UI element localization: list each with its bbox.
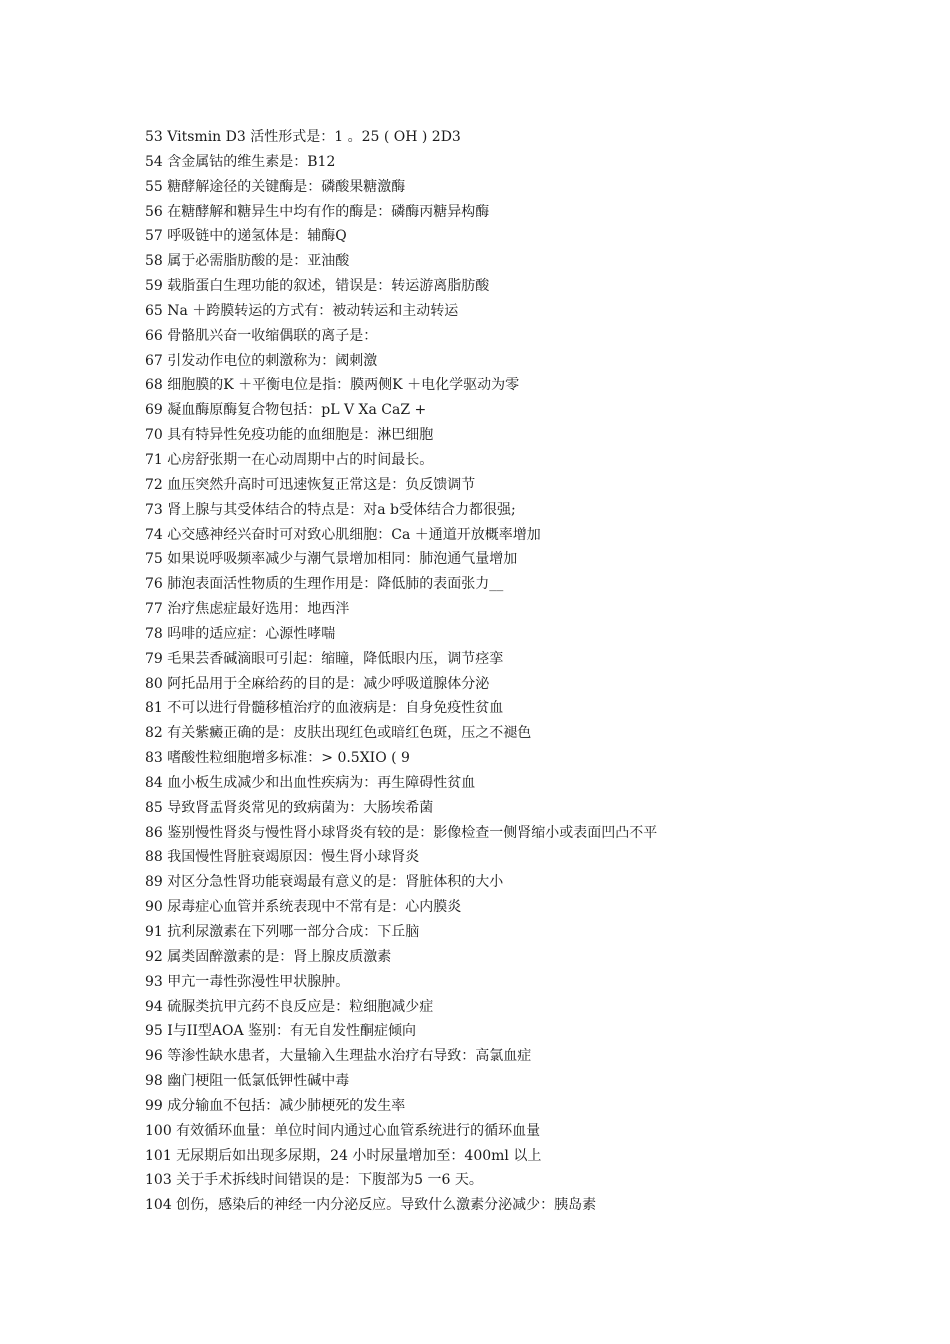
text-line: 92 属类固醉激素的是：肾上腺皮质激素 <box>145 948 392 965</box>
text-line: 69 凝血酶原酶复合物包括：pL V Xa CaZ + <box>145 402 427 419</box>
text-line: 76 肺泡表面活性物质的生理作用是：降低肺的表面张力__ <box>145 576 504 593</box>
text-line: 66 骨骼肌兴奋一收缩偶联的离子是： <box>145 327 378 344</box>
text-line: 104 创伤，感染后的神经一内分泌反应。导致什么激素分泌减少：胰岛素 <box>145 1197 597 1214</box>
text-line: 83 嗜酸性粒细胞增多标准：> 0.5XIO ( 9 <box>145 750 410 767</box>
text-line: 72 血压突然升高时可迅速恢复正常这是：负反馈调节 <box>145 476 476 493</box>
text-lines <box>145 125 925 1218</box>
text-line: 59 载脂蛋白生理功能的叙述，错误是：转运游离脂肪酸 <box>145 278 490 295</box>
text-line: 81 不可以进行骨髓移植治疗的血液病是：自身免疫性贫血 <box>145 700 504 717</box>
text-line: 91 抗利尿激素在下列哪一部分合成：下丘脑 <box>145 924 420 940</box>
text-line: 55 糖酵解途径的关键酶是：磷酸果糖激酶 <box>145 178 406 195</box>
text-line: 67 引发动作电位的刺激称为：阈刺激 <box>145 352 378 369</box>
text-line: 88 我国慢性肾脏衰竭原因：慢生肾小球肾炎 <box>145 849 420 866</box>
text-line: 71 心房舒张期一在心动周期中占的时间最长。 <box>145 451 434 468</box>
text-line: 100 有效循环血量：单位时间内通过心血管系统进行的循环血量 <box>145 1122 541 1139</box>
text-line: 84 血小板生成减少和出血性疾病为：再生障碍性贫血 <box>145 774 476 791</box>
text-line: 74 心交感神经兴奋时可对致心肌细胞：Ca ＋通道开放概率增加 <box>145 526 541 543</box>
text-line: 56 在糖酵解和糖异生中均有作的酶是：磷酶丙糖异构酶 <box>145 203 490 220</box>
text-line: 98 幽门梗阻一低氯低钾性碱中毒 <box>145 1073 350 1090</box>
text-line: 65 Na ＋跨膜转运的方式有：被动转运和主动转运 <box>145 302 459 319</box>
text-line: 54 含金属钴的维生素是：B12 <box>145 153 336 170</box>
text-line: 70 具有特异性免疫功能的血细胞是：淋巴细胞 <box>145 427 434 444</box>
text-line: 80 阿托品用于全麻给药的目的是：减少呼吸道腺体分泌 <box>145 675 490 692</box>
text-line: 75 如果说呼吸频率减少与潮气景增加相同：肺泡通气量增加 <box>145 551 518 568</box>
text-line: 77 治疗焦虑症最好选用：地西泮 <box>145 601 350 618</box>
text-line: 103 关于手术拆线时间错误的是：下腹部为5 一6 天。 <box>145 1172 483 1189</box>
text-line: 89 对区分急性肾功能衰竭最有意义的是：肾脏体积的大小 <box>145 874 504 891</box>
text-line: 57 呼吸链中的递氢体是：辅酶Q <box>145 228 347 245</box>
text-line: 99 成分输血不包括：减少肺梗死的发生率 <box>145 1097 406 1114</box>
text-line: 73 肾上腺与其受体结合的特点是：对a b受体结合力都很强; <box>145 501 516 518</box>
text-line: 101 无尿期后如出现多尿期，24 小时尿量增加至：400ml 以上 <box>145 1147 542 1164</box>
text-line: 86 鉴别慢性肾炎与慢性肾小球肾炎有较的是：影像检查一侧肾缩小或表面凹凸不平 <box>145 824 658 841</box>
text-line: 94 硫脲类抗甲亢药不良反应是：粒细胞减少症 <box>145 998 434 1015</box>
text-line: 79 毛果芸香碱滴眼可引起：缩瞳，降低眼内压，调节痉挛 <box>145 650 504 667</box>
text-line: 93 甲亢一毒性弥漫性甲状腺肿。 <box>145 973 350 990</box>
text-line: 58 属于必需脂肪酸的是：亚油酸 <box>145 253 350 270</box>
text-line: 82 有关紫癜正确的是：皮肤出现红色或暗红色斑，压之不褪色 <box>145 725 532 742</box>
text-line: 95 I与II型AOA 鉴别：有无自发性酮症倾向 <box>145 1023 417 1040</box>
text-line: 90 尿毒症心血管并系统表现中不常有是：心内膜炎 <box>145 899 462 916</box>
text-line: 96 等渗性缺水患者，大量输入生理盐水治疗右导致：高氯血症 <box>145 1048 532 1065</box>
text-line: 53 Vitsmin D3 活性形式是：1 。25 ( OH ) 2D3 <box>145 129 461 145</box>
text-line: 78 吗啡的适应症：心源性哮喘 <box>145 625 336 642</box>
text-line: 68 细胞膜的K ＋平衡电位是指：膜两侧K ＋电化学驱动为零 <box>145 377 520 394</box>
text-line: 85 导致肾盂肾炎常见的致病菌为：大肠埃希菌 <box>145 799 434 816</box>
